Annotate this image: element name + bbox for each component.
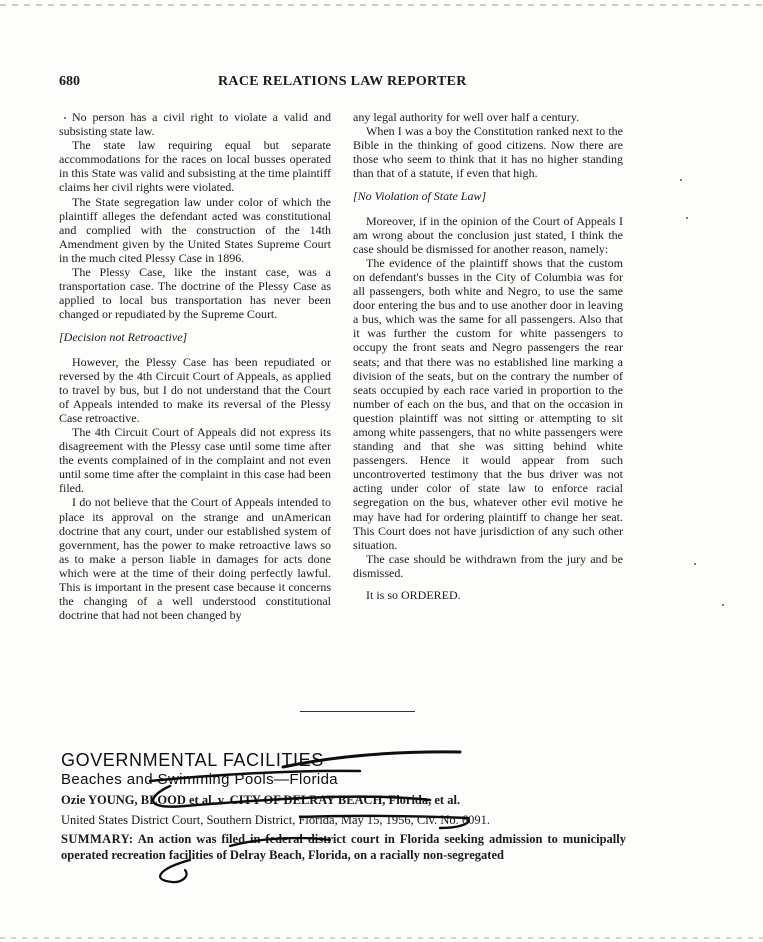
summary — [61, 832, 626, 863]
case-caption: Ozie YOUNG, BLOOD et al. v. CITY OF DELRAY BEACH, Florida, et al. — [61, 793, 461, 807]
paragraph: I do not believe that the Court of Appeals intended to place its approval on the strange and unAmerican doctrine that any court, under our established system of government, has the power to make retroactive laws so as to make a person liable in damages for acts done which were at the time of their doing perfectly lawful. This is important in the present case because it concerns the changing of a well understood constitutional doctrine that had not been changed by — [59, 495, 331, 623]
subheading: [No Violation of State Law] — [353, 189, 487, 204]
scan-edge-bottom — [0, 937, 763, 939]
paragraph: The State segregation law under color of which the plaintiff alleges the defendant acted was constitutional and complied with the construction of the 14th Amendment given by the United States Supreme Court in the much cited Plessy Case in 1896. — [59, 194, 331, 265]
paragraph: The Plessy Case, like the instant case, was a transportation case. The doctrine of the Plessy Case as applied to local bus transportation has never been changed or repudiated by the Supreme Court. — [59, 265, 331, 322]
section-subtitle: Beaches and Swimming Pools—Florida — [61, 771, 339, 788]
paragraph: Moreover, if in the opinion of the Court of Appeals I am wrong about the conclusion just stated, I think the case should be dismissed for another reason, namely: — [353, 213, 623, 256]
scan-speck — [64, 117, 66, 119]
scan-speck — [694, 563, 696, 565]
scan-speck — [686, 217, 688, 219]
paragraph: However, the Plessy Case has been repudiated or reversed by the 4th Circuit Court of Appeals, as applied to travel by bus, but I do not understand that the Court of Appeals intended to make its reversal of the Plessy Case retroactive. — [59, 354, 331, 425]
section-title: GOVERNMENTAL FACILITIES — [61, 750, 324, 770]
paragraph: When I was a boy the Constitution ranked next to the Bible in the thinking of good citizens. Now there are those who seem to think that it has no higher standing than that of a statute, if even that high. — [353, 124, 623, 181]
paragraph: The 4th Circuit Court of Appeals did not express its disagreement with the Plessy case until some time after the events complained of in the complaint and not even until some time after the complaint in this case had been filed. — [59, 424, 331, 496]
scan-speck — [680, 179, 682, 181]
paragraph: The state law requiring equal but separate accommodations for the races on local busses operated in this State was valid and subsisting at the time plaintiff claims her civil rights were violated. — [59, 138, 331, 195]
paragraph: any legal authority for well over half a century. — [353, 110, 580, 124]
summary-text: An action was filed in federal district court in Florida seeking admission to municipally operated recreation facilities of Delray Beach, Florida, on a racially non-segregated — [61, 832, 627, 862]
subheading: [Decision not Retroactive] — [59, 330, 188, 345]
paragraph: The case should be withdrawn from the jury and be dismissed. — [353, 551, 623, 580]
scan-edge-top — [0, 4, 763, 6]
court-line: United States District Court, Southern District, Florida, May 15, 1956, Civ. No. 6091. — [61, 813, 491, 827]
page-number: 680 — [59, 74, 80, 89]
scan-speck — [722, 604, 724, 606]
section-divider — [300, 711, 415, 712]
left-column — [59, 110, 331, 622]
running-head: RACE RELATIONS LAW REPORTER — [218, 74, 467, 89]
paragraph: The evidence of the plaintiff shows that the custom on defendant's busses in the City of Columbia was for all passengers, both white and Negro, to use the same door entering the bus and to use another door in leaving a bus, which was the same for all passengers. Also that it was further the custom for white passengers to occupy the front seats and Negro passengers the rear seats; and that there was no established line marking a division of the seats, but on the contrary the number of seats occupied by each race varied in proportion to the number of each on the bus, and that on the occasion in question plaintiff was not sitting or attempting to sit among white passengers, that no white passengers were standing and that she was sitting behind white passengers. Hence it would appear from such uncontroverted testimony that the bus driver was not acting under color of state law to enforce racial segregation on the bus, whatever other evil motive he may have had for ordering plaintiff to change her seat. This Court does not have jurisdiction of any such other situation. — [353, 255, 623, 552]
summary-label: SUMMARY: — [61, 832, 134, 846]
order-line: It is so ORDERED. — [366, 588, 461, 602]
paragraph: No person has a civil right to violate a valid and subsisting state law. — [59, 110, 331, 139]
right-column — [353, 110, 623, 602]
